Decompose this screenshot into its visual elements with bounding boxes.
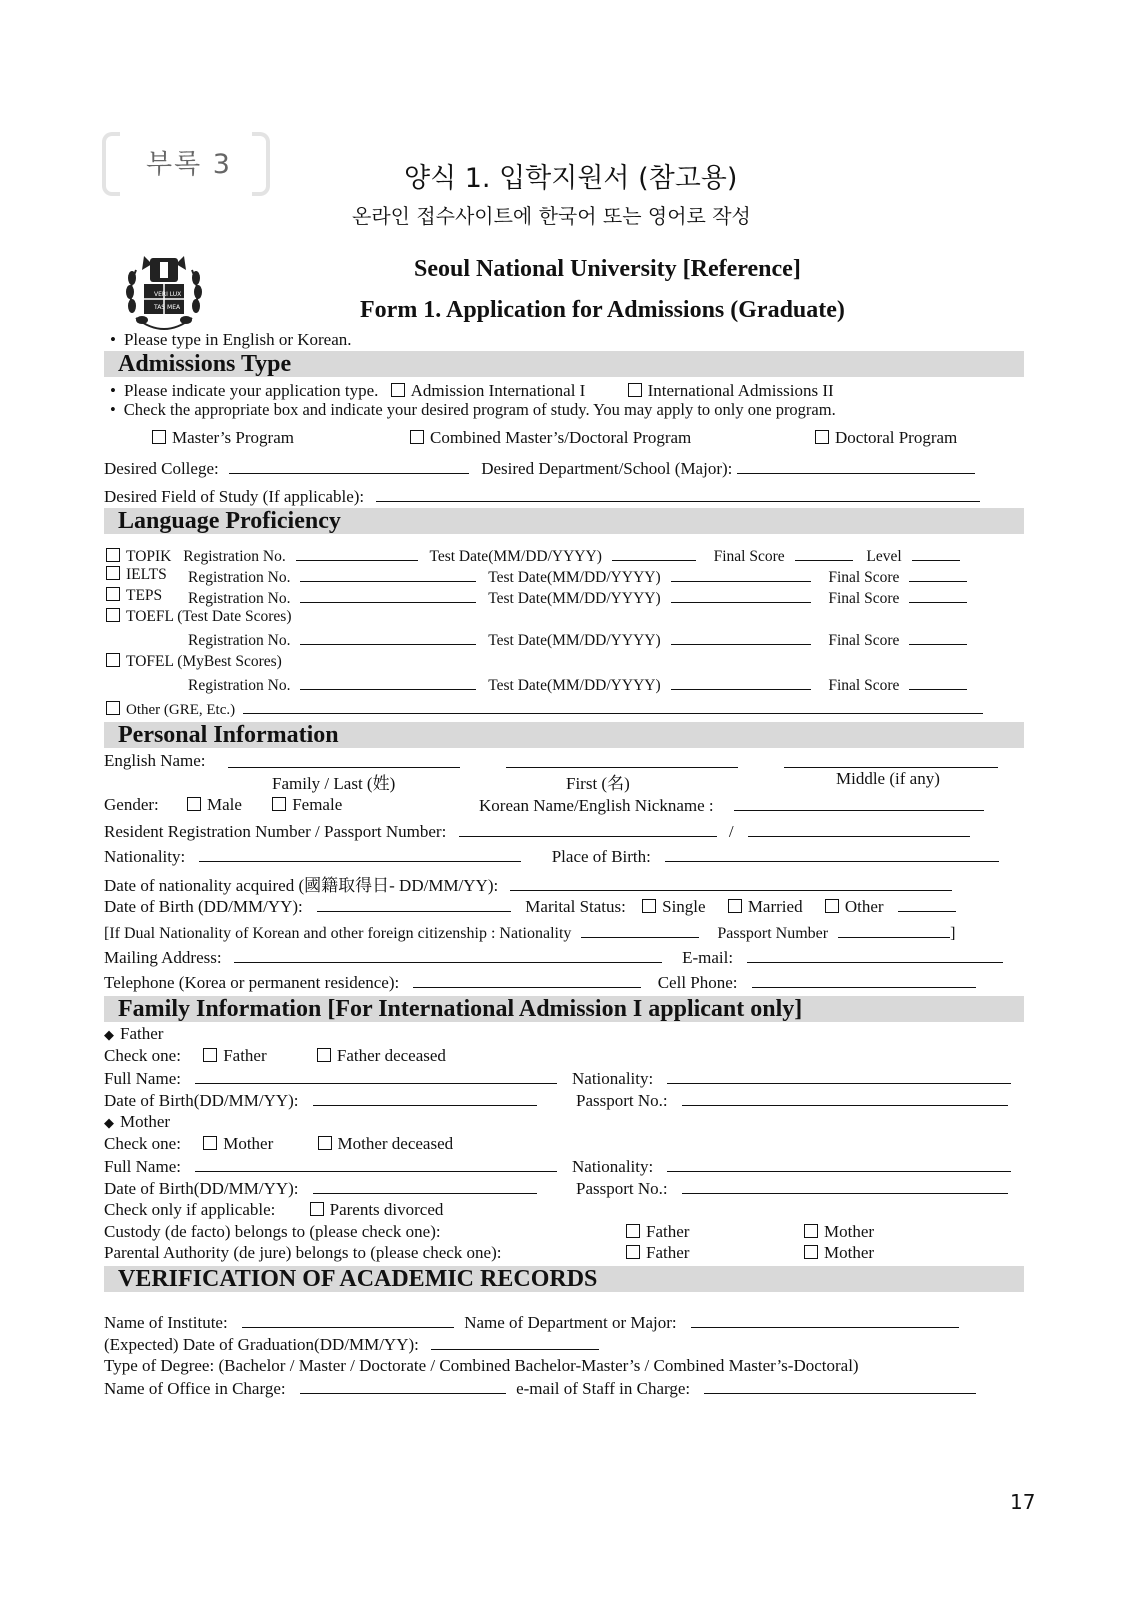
label-doctoral: Doctoral Program (835, 428, 958, 447)
father-passport-row (576, 1090, 1008, 1111)
english-name-label: English Name: (104, 751, 206, 770)
appendix-label: 부록 3 (146, 149, 232, 180)
topik-row (106, 545, 960, 566)
middle-name-field[interactable] (784, 767, 998, 768)
email-label: E-mail: (682, 948, 734, 967)
custody-label: Custody (de facto) belongs to (please check one): (104, 1222, 441, 1241)
checkbox-topik[interactable] (106, 548, 120, 562)
indicate-text: • Please indicate your application type. (110, 381, 378, 400)
section-heading-language: Language Proficiency (118, 508, 341, 534)
father-heading (104, 1024, 163, 1044)
checkbox-doctoral[interactable] (815, 430, 829, 444)
ielts-score-label: Final Score (828, 569, 900, 586)
mother-dob-field[interactable] (313, 1178, 537, 1194)
check-only-label: Check only if applicable: (104, 1200, 276, 1219)
nationality-field[interactable] (199, 846, 521, 862)
father-dob-label: Date of Birth(DD/MM/YY): (104, 1091, 299, 1110)
teps-row (106, 587, 162, 605)
logo-text-bottom: TAS MEA (154, 304, 181, 311)
checkbox-father-deceased[interactable] (317, 1048, 331, 1062)
tofel-date-field[interactable] (671, 674, 811, 690)
checkbox-authority-mother[interactable] (804, 1245, 818, 1259)
father-check-one-label: Check one: (104, 1046, 181, 1065)
checkbox-marital-other[interactable] (825, 899, 839, 913)
teps-reg-label: Registration No. (188, 590, 291, 607)
place-of-birth-label: Place of Birth: (551, 847, 651, 866)
checkbox-admission-2[interactable] (628, 383, 642, 397)
marital-other-label: Other (844, 897, 884, 916)
dual-nationality-label: [If Dual Nationality of Korean and other foreign citizenship : Nationality (104, 925, 572, 942)
section-bar-academic (104, 1266, 1024, 1292)
mailing-field[interactable] (234, 947, 662, 963)
topik-level-label: Level (866, 548, 902, 565)
mother-nationality-row (572, 1156, 1011, 1177)
teps-label: TEPS (126, 587, 163, 604)
toefl-date-label: Test Date(MM/DD/YYYY) (488, 632, 661, 649)
custody-father-label: Father (646, 1222, 690, 1241)
bracket-left (102, 132, 120, 196)
toefl-row (106, 608, 292, 626)
tofel-score-field[interactable] (909, 674, 967, 690)
checkbox-male[interactable] (187, 797, 201, 811)
mother-dob-label: Date of Birth(DD/MM/YY): (104, 1179, 299, 1198)
program-doctoral (815, 428, 957, 448)
application-type-row (110, 381, 834, 401)
checkbox-other-test[interactable] (106, 701, 120, 715)
toefl-score-field[interactable] (909, 629, 967, 645)
dual-passport-field[interactable] (838, 922, 950, 938)
office-row (104, 1378, 976, 1399)
mother-heading (104, 1112, 170, 1132)
section-heading-academic: VERIFICATION OF ACADEMIC RECORDS (118, 1266, 598, 1292)
checkbox-combined[interactable] (410, 430, 424, 444)
toefl-reg-label: Registration No. (188, 632, 291, 649)
toefl-date-field[interactable] (671, 629, 811, 645)
toefl-score-label: Final Score (828, 632, 900, 649)
resident-number-label: Resident Registration Number / Passport Number: (104, 822, 447, 841)
ielts-date-field[interactable] (671, 566, 811, 582)
office-label: Name of Office in Charge: (104, 1379, 286, 1398)
form-title-english: Form 1. Application for Admissions (Graduate) (360, 297, 845, 323)
checkbox-teps[interactable] (106, 587, 120, 601)
staff-email-field[interactable] (704, 1378, 976, 1394)
mother-nationality-label: Nationality: (572, 1157, 654, 1176)
topik-level-field[interactable] (912, 545, 960, 561)
father-heading-label: Father (120, 1024, 164, 1043)
teps-score-label: Final Score (828, 590, 900, 607)
nationality-row (104, 846, 999, 867)
mother-nationality-field[interactable] (667, 1156, 1011, 1172)
father-full-name-label: Full Name: (104, 1069, 181, 1088)
ielts-date-label: Test Date(MM/DD/YYYY) (488, 569, 661, 586)
appendix-label-box (102, 132, 270, 190)
teps-score-field[interactable] (909, 587, 967, 603)
korean-name-row (479, 795, 984, 816)
marital-status-label: Marital Status: (525, 897, 626, 916)
section-heading-family: Family Information [For International Admission I applicant only] (118, 996, 803, 1022)
single-label: Single (662, 897, 706, 916)
university-logo (122, 248, 206, 338)
desired-college-label: Desired College: (104, 459, 219, 478)
desired-dept-label: Desired Department/School (Major): (481, 459, 733, 478)
checkbox-single[interactable] (642, 899, 656, 913)
father-nationality-field[interactable] (667, 1068, 1011, 1084)
place-of-birth-field[interactable] (665, 846, 999, 862)
tofel-reg-label: Registration No. (188, 677, 291, 694)
label-masters: Master’s Program (172, 428, 294, 447)
custody-father (626, 1222, 689, 1242)
father-nationality-row (572, 1068, 1011, 1089)
desired-college-row (104, 458, 975, 479)
section-bar-family (104, 996, 1024, 1022)
graduation-label: (Expected) Date of Graduation(DD/MM/YY): (104, 1335, 419, 1354)
logo-text-top: VERI LUX (154, 291, 182, 298)
mailing-row (104, 947, 1003, 968)
diamond-icon: ◆ (104, 1115, 114, 1130)
dual-passport-label: Passport Number (717, 925, 829, 942)
female-label: Female (292, 795, 343, 814)
mother-passport-label: Passport No.: (576, 1179, 668, 1198)
father-option-label: Father (223, 1046, 267, 1065)
divorced-row (104, 1200, 443, 1220)
institute-label: Name of Institute: (104, 1313, 228, 1332)
subtitle-korean: 온라인 접수사이트에 한국어 또는 영어로 작성 (352, 204, 751, 228)
mailing-label: Mailing Address: (104, 948, 222, 967)
nationality-acquired-row (104, 871, 952, 896)
telephone-label: Telephone (Korea or permanent residence): (104, 973, 400, 992)
mother-deceased-label: Mother deceased (337, 1134, 454, 1153)
topik-label: TOPIK (126, 548, 172, 565)
gender-row (104, 795, 342, 815)
authority-mother (804, 1243, 874, 1263)
dual-nationality-field[interactable] (581, 922, 699, 938)
mother-full-name-field[interactable] (195, 1156, 557, 1172)
desired-dept-field[interactable] (737, 458, 975, 474)
ielts-score-field[interactable] (909, 566, 967, 582)
custody-mother (804, 1222, 874, 1242)
checkbox-masters[interactable] (152, 430, 166, 444)
topik-reg-field[interactable] (296, 545, 418, 561)
teps-date-field[interactable] (671, 587, 811, 603)
ielts-label: IELTS (126, 566, 167, 583)
tofel-mybest-row (106, 653, 282, 671)
middle-caption: Middle (if any) (836, 769, 940, 788)
toefl-label: TOEFL (Test Date Scores) (126, 608, 292, 625)
father-dob-row (104, 1090, 537, 1111)
institute-field[interactable] (242, 1312, 454, 1328)
mother-check-one-label: Check one: (104, 1134, 181, 1153)
father-dob-field[interactable] (313, 1090, 537, 1106)
mother-heading-label: Mother (120, 1112, 171, 1131)
tofel-mybest-label: TOFEL (MyBest Scores) (126, 653, 282, 670)
section-bar-language (104, 508, 1024, 534)
telephone-row (104, 972, 976, 993)
authority-father (626, 1243, 689, 1263)
topik-date-field[interactable] (612, 545, 696, 561)
label-combined: Combined Master’s/Doctoral Program (430, 428, 692, 447)
graduation-row (104, 1334, 599, 1355)
nationality-acquired-field[interactable] (510, 875, 952, 891)
father-nationality-label: Nationality: (572, 1069, 654, 1088)
topik-score-field[interactable] (795, 545, 853, 561)
first-caption: First (名) (566, 774, 630, 793)
desired-field-input[interactable] (376, 486, 980, 502)
other-test-field[interactable] (243, 698, 983, 714)
checkbox-admission-1[interactable] (391, 383, 405, 397)
checkbox-tofel-mybest[interactable] (106, 653, 120, 667)
ielts-reg-field[interactable] (300, 566, 476, 582)
checkbox-father[interactable] (203, 1048, 217, 1062)
toefl-fields (188, 629, 967, 650)
father-check-row (104, 1046, 446, 1066)
graduation-field[interactable] (431, 1334, 599, 1350)
family-name-field[interactable] (228, 767, 460, 768)
cell-field[interactable] (752, 972, 976, 988)
ielts-reg-label: Registration No. (188, 569, 291, 586)
telephone-field[interactable] (413, 972, 641, 988)
father-passport-label: Passport No.: (576, 1091, 668, 1110)
section-heading-personal: Personal Information (118, 722, 339, 748)
section-heading-admissions: Admissions Type (118, 351, 292, 377)
mother-passport-row (576, 1178, 1008, 1199)
father-name-row (104, 1068, 557, 1089)
topik-date-label: Test Date(MM/DD/YYYY) (429, 548, 602, 565)
passport-number-field[interactable] (748, 821, 970, 837)
program-masters (152, 428, 294, 448)
father-passport-field[interactable] (682, 1090, 1008, 1106)
other-test-label: Other (GRE, Etc.) (126, 702, 236, 718)
option-admission-1: Admission International I (410, 381, 586, 400)
topik-reg-label: Registration No. (183, 548, 286, 565)
department-field[interactable] (691, 1312, 959, 1328)
mother-full-name-label: Full Name: (104, 1157, 181, 1176)
checkbox-custody-father[interactable] (626, 1224, 640, 1238)
checkbox-married[interactable] (728, 899, 742, 913)
first-name-field[interactable] (506, 767, 738, 768)
title-english: Seoul National University [Reference] (414, 256, 801, 282)
program-combined (410, 428, 691, 448)
checkbox-female[interactable] (272, 797, 286, 811)
section-bar-admissions (104, 351, 1024, 377)
dob-label: Date of Birth (DD/MM/YY): (104, 897, 303, 916)
checkbox-authority-father[interactable] (626, 1245, 640, 1259)
dob-field[interactable] (317, 896, 511, 912)
other-test-row (106, 698, 983, 719)
dual-nationality-row (104, 922, 955, 943)
mother-dob-row (104, 1178, 537, 1199)
authority-mother-label: Mother (824, 1243, 875, 1262)
type-note: • Please type in English or Korean. (110, 330, 352, 350)
desired-field-label: Desired Field of Study (If applicable): (104, 487, 365, 506)
parents-divorced-label: Parents divorced (329, 1200, 444, 1219)
resident-number-row (104, 821, 970, 842)
married-label: Married (747, 897, 803, 916)
cell-label: Cell Phone: (657, 973, 738, 992)
diamond-icon: ◆ (104, 1027, 114, 1042)
office-field[interactable] (300, 1378, 506, 1394)
authority-father-label: Father (646, 1243, 690, 1262)
mother-check-row (104, 1134, 453, 1154)
checkbox-mother[interactable] (203, 1136, 217, 1150)
checkbox-custody-mother[interactable] (804, 1224, 818, 1238)
ielts-row (106, 566, 167, 584)
parental-authority-label: Parental Authority (de jure) belongs to (please check one): (104, 1243, 502, 1262)
father-deceased-label: Father deceased (336, 1046, 446, 1065)
teps-reg-field[interactable] (300, 587, 476, 603)
topik-score-label: Final Score (713, 548, 785, 565)
dob-row (104, 896, 956, 917)
dual-close-bracket: ] (950, 925, 956, 942)
mother-passport-field[interactable] (682, 1178, 1008, 1194)
family-last-caption: Family / Last (姓) (272, 774, 396, 793)
gender-label: Gender: (104, 795, 159, 814)
male-label: Male (207, 795, 242, 814)
desired-field-row (104, 486, 980, 507)
mother-name-row (104, 1156, 557, 1177)
page-number: 17 (1010, 1490, 1036, 1514)
toefl-reg-field[interactable] (300, 629, 476, 645)
tofel-reg-field[interactable] (300, 674, 476, 690)
ielts-fields (188, 566, 967, 587)
father-full-name-field[interactable] (195, 1068, 557, 1084)
teps-date-label: Test Date(MM/DD/YYYY) (488, 590, 661, 607)
section-bar-personal (104, 722, 1024, 748)
resident-slash: / (728, 822, 734, 841)
nationality-label: Nationality: (104, 847, 186, 866)
nationality-acquired-label: Date of nationality acquired (國籍取得日- DD/MM/YY): (104, 876, 499, 895)
checkbox-mother-deceased[interactable] (318, 1136, 332, 1150)
checkbox-parents-divorced[interactable] (310, 1202, 324, 1216)
tofel-score-label: Final Score (828, 677, 900, 694)
tofel-date-label: Test Date(MM/DD/YYYY) (488, 677, 661, 694)
checkbox-toefl[interactable] (106, 608, 120, 622)
teps-fields (188, 587, 967, 608)
mother-option-label: Mother (223, 1134, 274, 1153)
staff-email-label: e-mail of Staff in Charge: (516, 1379, 691, 1398)
resident-number-field[interactable] (459, 821, 717, 837)
department-label: Name of Department or Major: (464, 1313, 677, 1332)
degree-type: Type of Degree: (Bachelor / Master / Doctorate / Combined Bachelor-Master’s / Combined Master’s-Doctoral) (104, 1356, 859, 1375)
korean-name-field[interactable] (734, 795, 984, 811)
check-program-text: • Check the appropriate box and indicate your desired program of study. You may apply to only one program. (110, 400, 836, 420)
marital-other-field[interactable] (898, 896, 956, 912)
korean-name-label: Korean Name/English Nickname : (479, 796, 714, 815)
email-field[interactable] (747, 947, 1003, 963)
checkbox-ielts[interactable] (106, 566, 120, 580)
option-admission-2: International Admissions II (647, 381, 834, 400)
custody-mother-label: Mother (824, 1222, 875, 1241)
title-korean: 양식 1. 입학지원서 (참고용) (404, 163, 738, 194)
institute-row (104, 1312, 959, 1333)
bracket-right (252, 132, 270, 196)
desired-college-field[interactable] (229, 458, 469, 474)
tofel-mybest-fields (188, 674, 967, 695)
